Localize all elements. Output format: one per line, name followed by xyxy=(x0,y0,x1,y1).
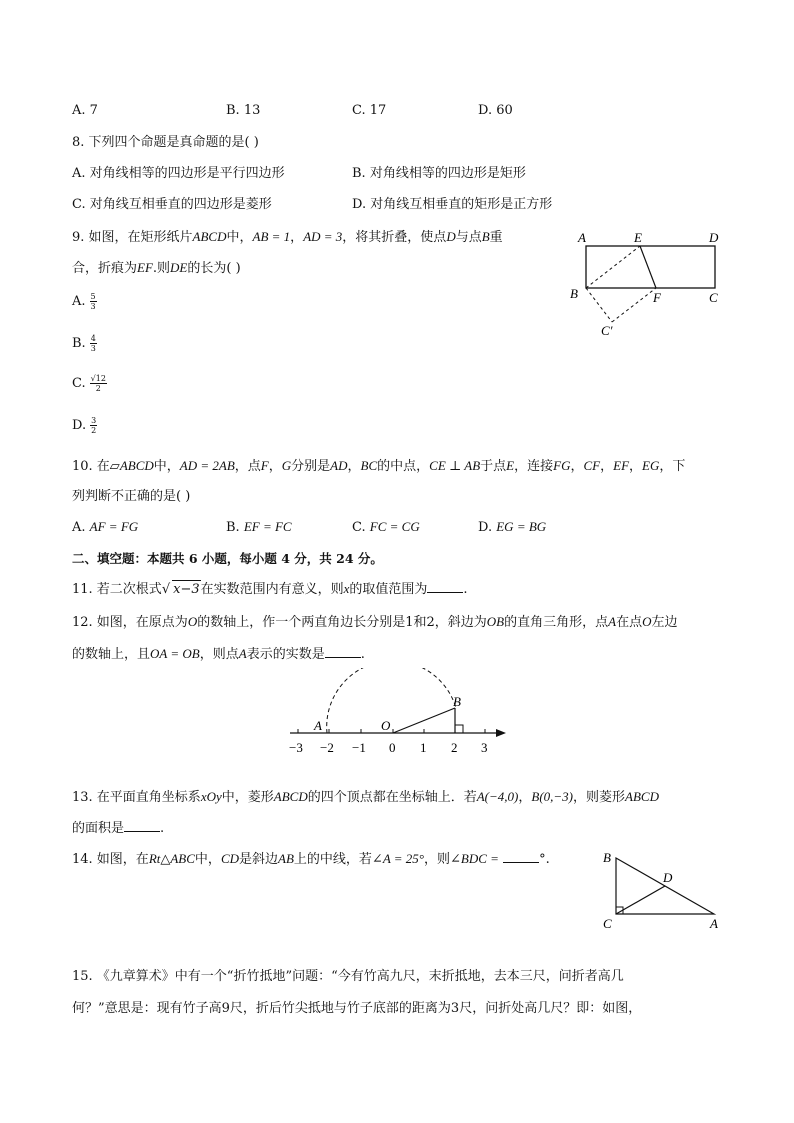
fold-line-ef xyxy=(640,246,656,288)
compass-arc xyxy=(327,668,456,733)
q7-option-b: B. 13 xyxy=(226,103,261,118)
tick-label-3: 3 xyxy=(481,740,488,755)
q8-option-c: C. 对角线互相垂直的四边形是菱形 xyxy=(72,197,272,212)
q10-option-b: B. EF = FC xyxy=(226,519,292,535)
tick-label-neg3: −3 xyxy=(289,740,303,755)
q8-stem: 8. 下列四个命题是真命题的是( ) xyxy=(72,135,259,150)
q10-stem-line2: 列判断不正确的是( ) xyxy=(72,489,191,504)
label-f: F xyxy=(653,290,661,305)
q10-stem-line1: 10. 在▱ABCD中，AD = 2AB，点F，G分别是AD，BC的中点，CE ⊥ AB于点E，连接FG，CF，EF，EG，下 xyxy=(72,458,686,474)
section-heading-fill-blank: 二、填空题：本题共 6 小题，每小题 4 分，共 24 分。 xyxy=(72,551,383,566)
tick-label-0: 0 xyxy=(389,740,396,755)
tick-label-2: 2 xyxy=(451,740,458,755)
tick-label-1: 1 xyxy=(420,740,427,755)
q8-option-d: D. 对角线互相垂直的矩形是正方形 xyxy=(352,197,553,212)
label-b: B xyxy=(453,694,461,709)
q13-stem-line2: 的面积是 . xyxy=(72,821,165,836)
q12-number-line-figure xyxy=(280,668,516,760)
q9-option-d: D. $\frac{3}{2}$ xyxy=(72,416,97,435)
q14-answer-blank[interactable] xyxy=(503,850,539,863)
q15-stem-line1: 15. 《九章算术》中有一个“折竹抵地”问题：“今有竹高九尺，末折抵地，去本三尺，问折者高几 xyxy=(72,969,624,984)
q8-option-b: B. 对角线相等的四边形是矩形 xyxy=(352,166,526,181)
q9-option-c: C. $\frac{√12}{2}$ xyxy=(72,374,106,393)
q13-answer-blank[interactable] xyxy=(124,819,160,832)
segment-bc-prime xyxy=(586,288,612,322)
q14-stem: 14. 如图，在Rt△ABC中，CD是斜边AB上的中线，若∠A = 25°，则∠BDC = °. xyxy=(72,851,550,867)
label-b: B xyxy=(603,850,611,865)
q10-option-a: A. AF = FG xyxy=(72,519,139,535)
q9-rectangle-figure xyxy=(566,226,730,342)
q13-stem-line1: 13. 在平面直角坐标系xOy中，菱形ABCD的四个顶点都在坐标轴上．若A(−4,0)，B(0,−3)，则菱形ABCD xyxy=(72,789,659,805)
right-angle-mark xyxy=(455,725,463,733)
q10-option-c: C. FC = CG xyxy=(352,519,420,535)
segment-be xyxy=(586,246,640,288)
label-e: E xyxy=(634,230,642,245)
q12-stem-line2: 的数轴上，且OA = OB，则点A表示的实数是 . xyxy=(72,646,365,662)
q12-stem-line1: 12. 如图，在原点为O的数轴上，作一个两直角边长分别是1和2，斜边为OB的直角三角形，点A在点O左边 xyxy=(72,614,678,630)
q9-stem-line1: 9. 如图，在矩形纸片ABCD中，AB = 1，AD = 3，将其折叠，使点D与点B重 xyxy=(72,229,503,245)
q9-option-a: A. $\frac{5}{3}$ xyxy=(72,292,96,311)
q11-stem: 11. 若二次根式√ x−3在实数范围内有意义，则x的取值范围为 . xyxy=(72,581,468,597)
q15-stem-line2: 何？”意思是：现有竹子高9尺，折后竹尖抵地与竹子底部的距离为3尺，问折处高几尺？即：如图， xyxy=(72,1001,642,1016)
q10-option-d: D. EG = BG xyxy=(478,519,547,535)
tick-label-neg2: −2 xyxy=(320,740,334,755)
rectangle-abcd xyxy=(586,246,715,288)
label-a: A xyxy=(578,230,586,245)
q14-triangle-figure xyxy=(594,846,728,934)
label-d: D xyxy=(663,870,673,885)
q8-option-a: A. 对角线相等的四边形是平行四边形 xyxy=(72,166,285,181)
tick-label-neg1: −1 xyxy=(352,740,366,755)
q9-option-b: B. $\frac{4}{3}$ xyxy=(72,334,96,353)
q7-option-a: A. 7 xyxy=(72,103,98,118)
label-c: C xyxy=(603,916,612,931)
label-c-prime: C′ xyxy=(601,323,613,338)
q12-answer-blank[interactable] xyxy=(325,645,361,658)
q9-stem-line2: 合，折痕为EF.则DE的长为( ) xyxy=(72,260,241,276)
label-o: O xyxy=(381,718,391,733)
q7-option-d: D. 60 xyxy=(478,103,513,118)
q7-option-c: C. 17 xyxy=(352,103,387,118)
label-a: A xyxy=(710,916,718,931)
q11-answer-blank[interactable] xyxy=(427,580,463,593)
label-d: D xyxy=(709,230,719,245)
label-c: C xyxy=(709,290,718,305)
label-a: A xyxy=(314,718,322,733)
label-b: B xyxy=(570,286,578,301)
axis-arrow xyxy=(496,729,506,737)
segment-c-prime-f xyxy=(612,288,656,322)
